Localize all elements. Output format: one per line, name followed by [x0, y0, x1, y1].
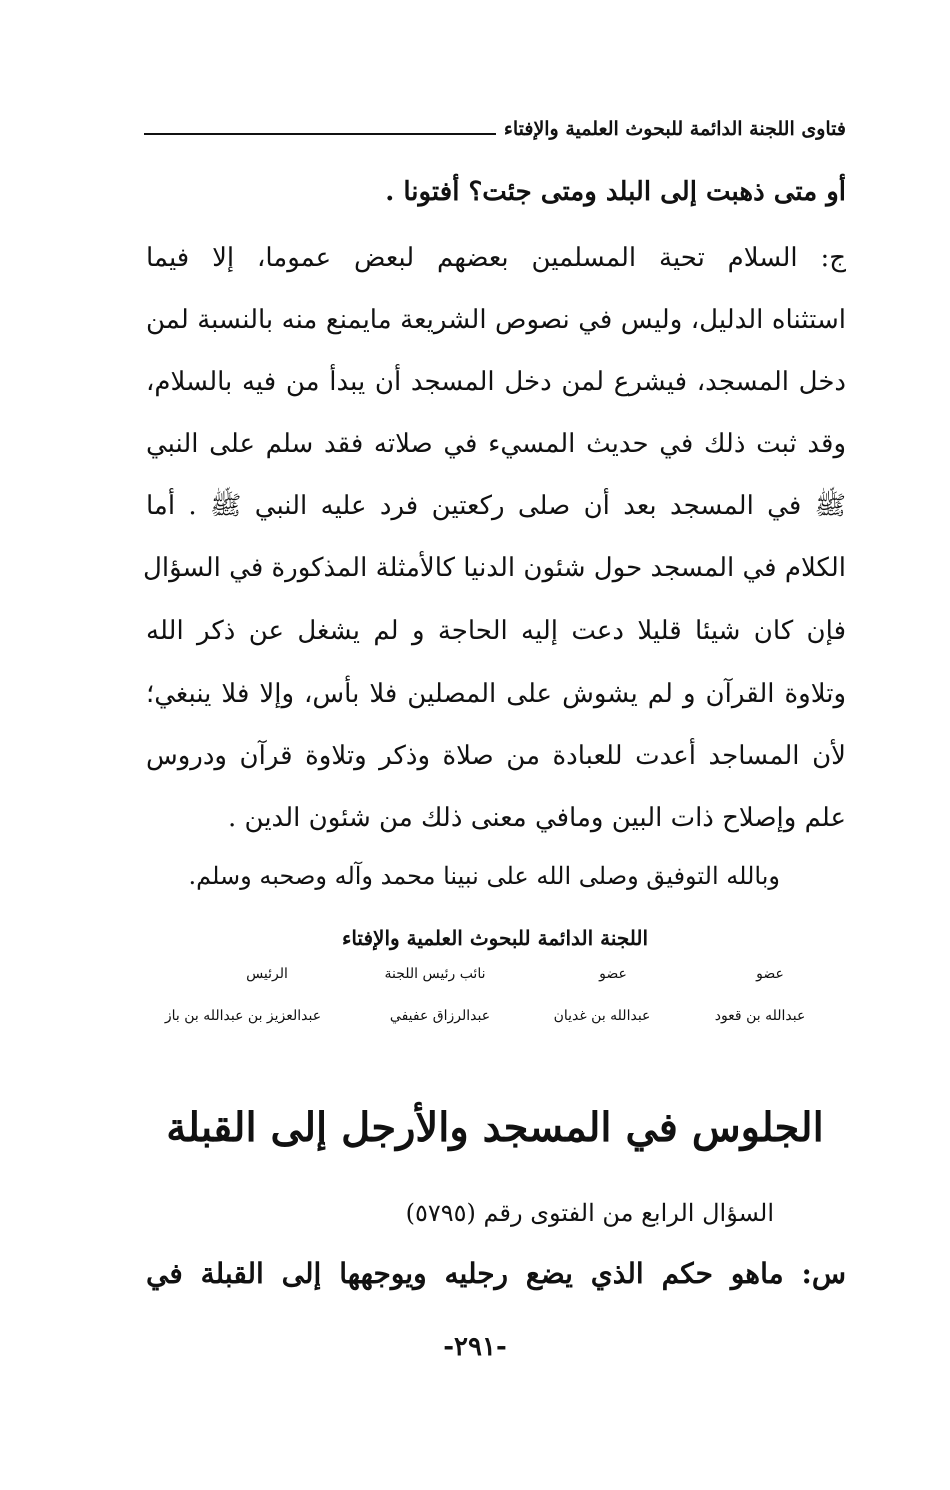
name-vice-chair: عبدالرزاق عفيفي	[389, 1008, 491, 1024]
section-title: الجلوس في المسجد والأرجل إلى القبلة	[166, 1104, 824, 1151]
answer-line-5: ﷺ في المسجد بعد أن صلى ركعتين فرد عليه النبي ﷺ . أما	[146, 491, 846, 521]
answer-line-7: فإن كان شيئا قليلا دعت إليه الحاجة و لم يشغل عن ذكر الله	[146, 616, 846, 646]
question-end-line: أو متى ذهبت إلى البلد ومتى جئت؟ أفتونا .	[385, 177, 846, 207]
role-member-2: عضو	[599, 966, 627, 982]
answer-line-9: لأن المساجد أعدت للعبادة من صلاة وذكر وتلاوة قرآن ودروس	[146, 741, 846, 771]
role-chair: الرئيس	[246, 966, 288, 982]
answer-line-6: الكلام في المسجد حول شئون الدنيا كالأمثلة المذكورة في السؤال	[143, 553, 846, 583]
answer-line-4: وقد ثبت ذلك في حديث المسيء في صلاته فقد سلم على النبي	[146, 429, 846, 459]
name-member-1: عبدالله بن قعود	[714, 1008, 806, 1024]
answer-line-2: استثناه الدليل، وليس في نصوص الشريعة مايمنع منه بالنسبة لمن	[146, 305, 846, 335]
signature-names-row	[0, 1008, 950, 1032]
answer-line-10: علم وإصلاح ذات البين ومافي معنى ذلك من شئون الدين .	[228, 803, 846, 833]
header-rule	[144, 133, 496, 135]
answer-line-3: دخل المسجد، فيشرع لمن دخل المسجد أن يبدأ من فيه بالسلام،	[146, 367, 846, 397]
committee-name: اللجنة الدائمة للبحوث العلمية والإفتاء	[341, 926, 649, 950]
answer-line-8: وتلاوة القرآن و لم يشوش على المصلين فلا بأس، وإلا فلا ينبغي؛	[146, 679, 846, 709]
running-header	[144, 112, 846, 146]
closing-line: وبالله التوفيق وصلى الله على نبينا محمد وآله وصحبه وسلم.	[188, 862, 780, 890]
name-chair: عبدالعزيز بن عبدالله بن باز	[164, 1008, 322, 1024]
fatwa-reference: السؤال الرابع من الفتوى رقم (٥٧٩٥)	[405, 1199, 774, 1227]
header-title: فتاوى اللجنة الدائمة للبحوث العلمية والإفتاء	[503, 118, 846, 140]
answer-line-1: ج: السلام تحية المسلمين بعضهم لبعض عموما، إلا فيما	[146, 243, 846, 273]
role-vice-chair: نائب رئيس اللجنة	[384, 966, 486, 982]
page-number: -٢٩١-	[443, 1332, 507, 1362]
question-start-line: س: ماهو حكم الذي يضع رجليه ويوجهها إلى القبلة في	[146, 1257, 846, 1290]
name-member-2: عبدالله بن غديان	[553, 1008, 651, 1024]
signature-roles-row	[0, 966, 950, 990]
role-member-1: عضو	[756, 966, 784, 982]
